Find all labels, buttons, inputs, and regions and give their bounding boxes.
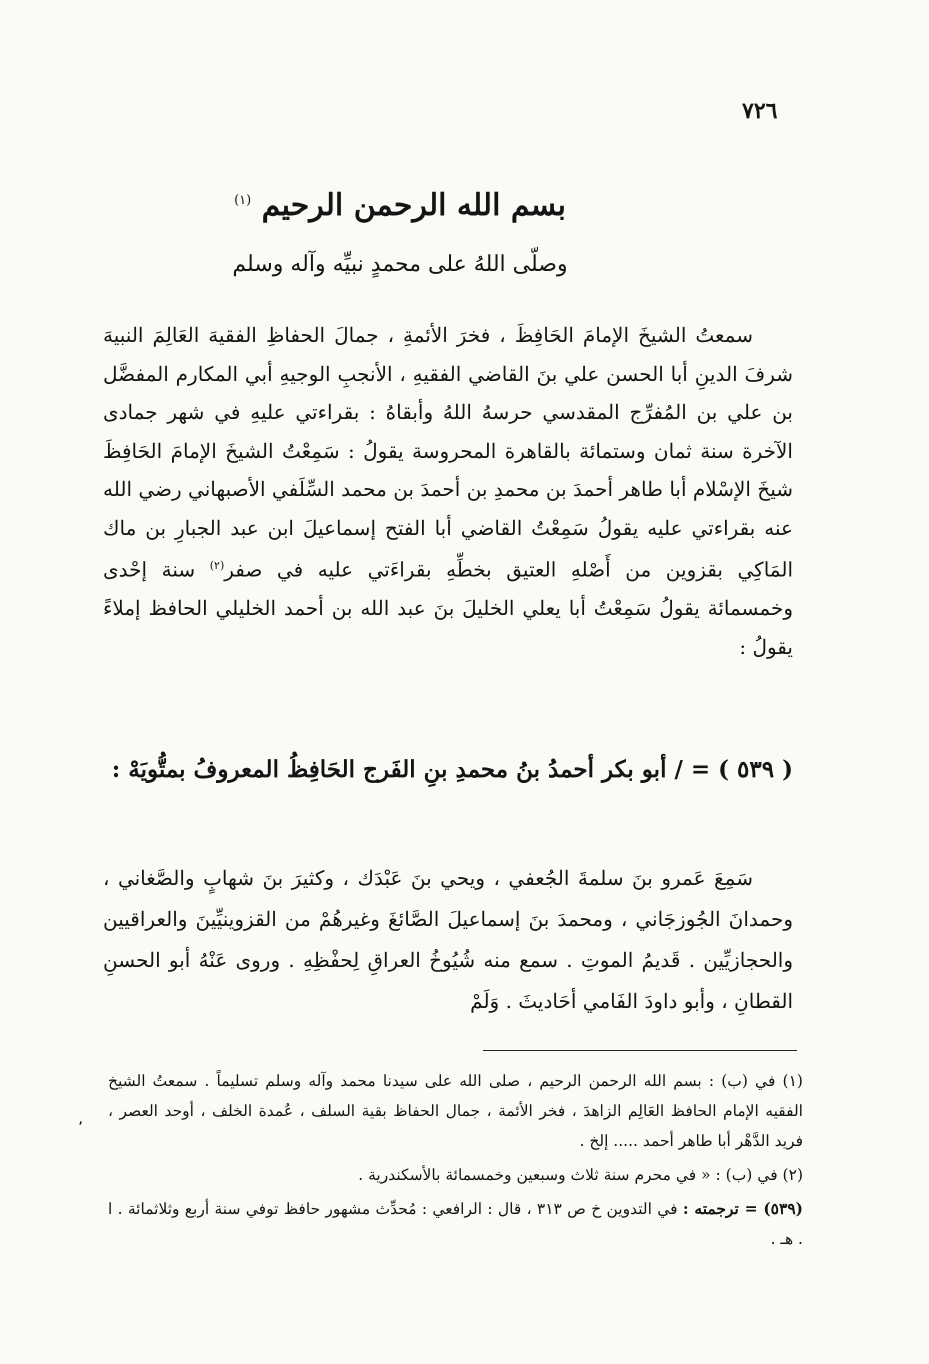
margin-mark: ٬ xyxy=(78,1118,84,1137)
footnote-separator xyxy=(483,1050,797,1051)
basmala-heading xyxy=(150,188,650,223)
entry-heading: ( ٥٣٩ ) = / أبو بكر أحمدُ بنُ محمدِ بنِ الفَرج الحَافِظُ المعروفُ بمتُّويَهْ : xyxy=(111,756,793,783)
footnote-1-text: في (ب) : بسم الله الرحمن الرحيم ، صلى الله على سيدنا محمد وآله وسلم تسليماً . سمعتُ الشيخ الفقيه الإمام الحافظ العَالِم الزاهدَ ، فخر الأئمة ، جمال الحفاظ بقية السلف ، عُمدة الخلف ، أوحد العصر ، فريد الدَّهْر أبا طاهر أحمد ..... إلخ . xyxy=(108,1072,803,1150)
footnote-1 xyxy=(108,1066,803,1156)
salawat-line: وصلّى اللهُ على محمدٍ نبيِّه وآله وسلم xyxy=(232,252,568,277)
basmala-text: بسم الله الرحمن الرحيم xyxy=(261,188,566,223)
page-number: ٧٢٦ xyxy=(742,98,778,124)
footnote-marker-2: (٢) xyxy=(209,559,225,572)
footnote-3 xyxy=(108,1194,803,1254)
biography-paragraph xyxy=(103,858,793,1022)
footnote-1-marker: (١) xyxy=(782,1072,803,1090)
isnad-paragraph xyxy=(103,316,793,666)
footnote-3-marker: (٥٣٩) = ترجمته : xyxy=(682,1199,803,1218)
footnote-2-marker: (٢) xyxy=(782,1166,803,1184)
footnote-2-text: في (ب) : « في محرم سنة ثلاث وسبعين وخمسمائة بالأسكندرية . xyxy=(358,1166,778,1184)
isnad-text: سمعتُ الشيخَ الإمامَ الحَافِظَ ، فخرَ الأئمةِ ، جمالَ الحفاظِ الفقيهَ العَالِمَ النبيهَ شرفَ الدينِ أبا الحسن علي بنَ القاضي الفقيهِ ، الأنجبِ الوجيهِ أبي المكارم المفضَّل بن علي بن المُفرِّج المقدسي حرسهُ اللهُ وأبقاهُ : بقراءتي عليهِ في شهر جمادى الآخرة سنة ثمان وستمائة بالقاهرة المحروسة يقولُ : سَمِعْتُ الشيخَ الإمامَ الحَافِظَ شيخَ الإسْلام أبا طاهر أحمدَ بن محمدِ بن أحمدَ بن محمد السِّلَفي الأصبهاني رضي الله عنه بقراءتي عليه يقولُ سَمِعْتُ القاضي أبا الفتح إسماعيلَ ابن عبد الجبارِ بن ماك المَاكِي بقزوين من أَصْلهِ العتيق بخطِّهِ بقراءَتي عليه في صفر xyxy=(103,323,794,582)
footnotes xyxy=(108,1066,803,1254)
biography-text: سَمِعَ عَمرو بنَ سلمةَ الجُعفي ، ويحي بنَ عَبْدَك ، وكثيرَ بنَ شهابٍ والصَّغاني ، وحمدانَ الجُوزجَاني ، ومحمدَ بنَ إسماعيلَ الصَّائغَ وغيرهُمْ من القزوينيِّينَ والعراقيين والحجازيِّين . قَديمُ الموتِ . سمع منه شُيُوخُ العراقِ لِحفْظِهِ . وروى عَنْهُ أبو الحسنِ القطانِ ، وأبو داودَ الفَامي أحَاديثَ . وَلَمْ xyxy=(103,866,793,1013)
isnad-text-end: سنة إحْدى وخمسمائة يقولُ سَمِعْتُ أبا يعلي الخليلَ بنَ عبد الله بن أحمد الخليلي الحافظ إملاءً يقولُ : xyxy=(103,557,793,659)
footnote-2 xyxy=(108,1160,803,1190)
footnote-marker-1: (١) xyxy=(234,193,252,208)
footnote-3-text: في التدوين خ ص ٣١٣ ، قال : الرافعي : مُحدِّث مشهور حافظ توفي سنة أربع وثلاثمائة . ا . هـ . xyxy=(108,1200,803,1248)
